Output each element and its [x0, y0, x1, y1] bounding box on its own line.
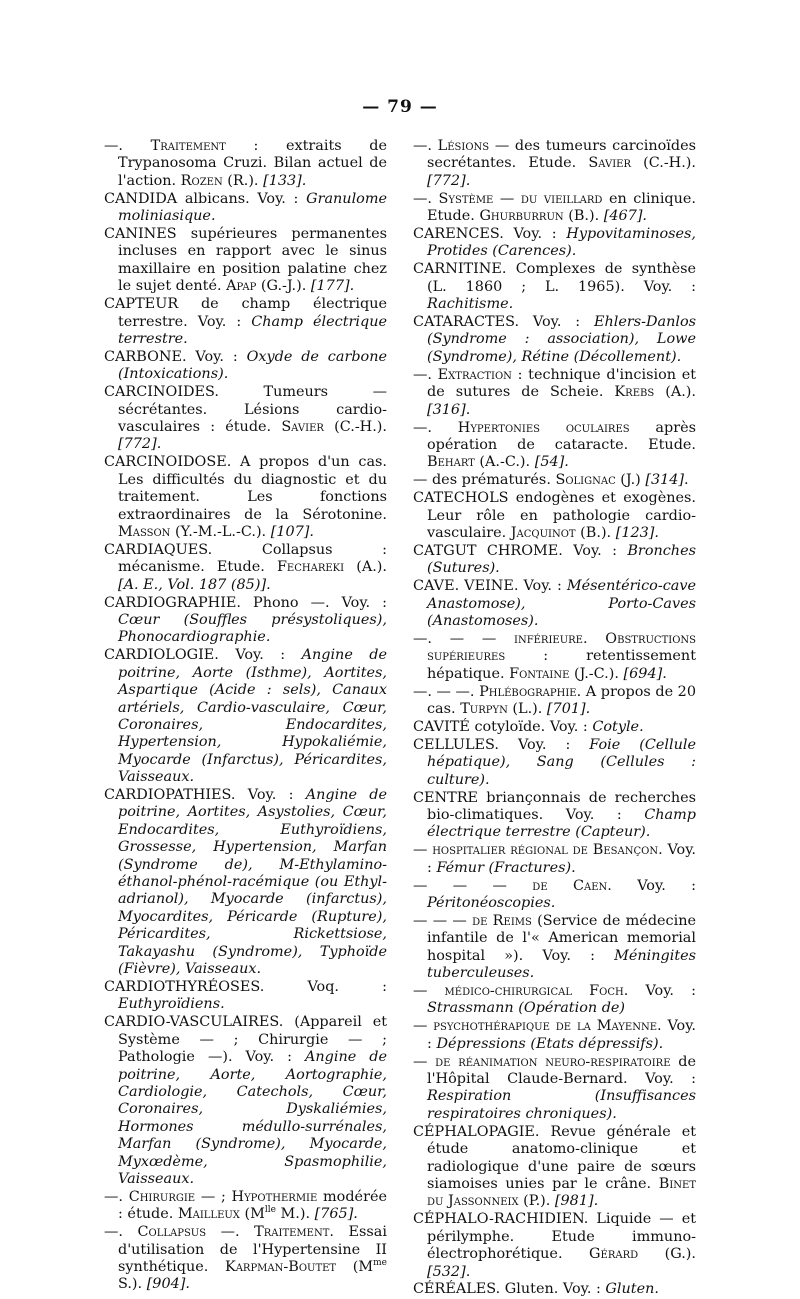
entry-heading: CARDIOTHYRÉOSES. [104, 979, 265, 995]
entry-author-initials: (C.-H.). [323, 419, 387, 435]
entry-heading: CARCINOIDOSE. [104, 454, 232, 471]
entry-text: Revue générale et étude anatomo-clinique et radiologique d'une paire de sœurs siamoises unies par le crâne. [427, 1123, 696, 1192]
entry-heading: CENTRE briançonnais de recherches bio-climatiques. [413, 789, 696, 823]
entry-text: Voy. : [235, 787, 306, 804]
entry-text: Voy. : [611, 877, 696, 894]
entry-heading: CAPTEUR de champ électrique terrestre. [104, 296, 387, 330]
entry-text: Lésions cardio-vasculaires : étude. [118, 401, 387, 435]
index-entry [413, 983, 696, 1018]
entry-author-initials: (P.). [518, 1193, 555, 1210]
entry-text: Voy. : [543, 806, 645, 823]
entry-author-initials: (M [239, 1206, 265, 1223]
entry-text: technique d'incision et de sutures de Scheie. [427, 366, 696, 401]
entry-heading: —. Système — du vieillard [413, 190, 603, 207]
entry-text: Etude immuno-électrophorétique. [427, 1228, 696, 1263]
entry-heading: —. Collapsus —. Traitement. [104, 1224, 334, 1241]
entry-heading: — — — de Reims [413, 912, 532, 929]
entry-author: Karpman-Boutet [224, 1259, 337, 1275]
entry-heading: CATARACTES. [413, 314, 520, 331]
index-entry [413, 191, 696, 226]
entry-heading: CATECHOLS endogènes et exogènes. [413, 490, 696, 507]
entry-reference: [123]. [615, 524, 659, 541]
index-entry [413, 719, 696, 736]
entry-crossref: Péritonéoscopies. [427, 894, 556, 911]
entry-author-initials: (C.-H.). [630, 155, 696, 172]
entry-text: retentissement hépatique. [427, 648, 696, 682]
entry-text: Voy. : [186, 348, 247, 365]
entry-author: Turpyn [460, 701, 508, 717]
index-entry [413, 543, 696, 578]
entry-author-initials: (J.-C.). [569, 665, 624, 682]
index-entry [104, 1224, 387, 1294]
entry-text: — des tumeurs carcinoïdes secrétantes. Etude. [427, 138, 696, 172]
entry-crossref: Rachitisme. [427, 296, 514, 313]
entry-heading: CARNITINE. Complexes de synthèse [413, 261, 696, 278]
entry-text: (Appareil et Système — ; Chirurgie — ; Pathologie —). Voy. : [118, 1014, 387, 1066]
index-entry [104, 647, 387, 786]
entry-author-initials: (Y.-M.-L.-C.). [170, 523, 271, 540]
entry-author-initials: S.). [118, 1276, 147, 1293]
entry-text: A propos d'un cas. Les difficultés du diagnostic et du traitement. Les fonctions extraordinaires de la Sérotonine. [118, 454, 387, 523]
entry-heading: CARDIOPATHIES. [104, 787, 236, 804]
entry-heading: CARCINOIDES. Tumeurs — sécrétantes. [104, 384, 387, 418]
entry-text: Voy. : [518, 578, 567, 595]
entry-heading: CELLULES. [413, 736, 499, 753]
entry-crossref: Ehlers-Danlos (Syndrome : association), Lowe (Syndrome), Rétine (Décollement). [427, 314, 696, 365]
entry-text: Voy. : [519, 314, 594, 331]
entry-author-initials: (B.). [563, 208, 604, 225]
index-entry [413, 261, 696, 313]
index-entry [413, 631, 696, 683]
entry-reference: [316]. [427, 401, 471, 418]
entry-crossref: Hypovitaminoses, Protides (Carences). [427, 226, 696, 260]
entry-text: Voy. : [498, 736, 590, 753]
index-entry [413, 1018, 696, 1053]
entry-crossref: Foie (Cellule hépatique), Sang (Cellules : culture). [427, 736, 696, 788]
entry-reference: [772]. [427, 172, 471, 189]
entry-heading: —. Chirurgie — ; Hypothermie [104, 1188, 318, 1205]
entry-text: des prématurés. [427, 472, 556, 489]
entry-crossref: Méningites tuberculeuses. [427, 947, 696, 982]
entry-author: Mailleux [177, 1206, 240, 1223]
index-entry [104, 1014, 387, 1188]
entry-reference: [701]. [546, 701, 591, 717]
entry-heading: — hospitalier régional de Besançon. [413, 842, 663, 859]
index-entry [104, 349, 387, 384]
index-entry [104, 191, 387, 226]
index-entry [413, 578, 696, 630]
entry-heading: CATGUT CHROME. [413, 542, 563, 559]
entry-author-initials: (B.). [575, 524, 616, 541]
entry-crossref: Oxyde de carbone (Intoxications). [118, 348, 387, 383]
entry-text: Voy. : [545, 718, 593, 735]
entry-author-initials: (G.-J.). [256, 278, 311, 295]
entry-crossref: Cœur (Souffles présystoliques), Phonocardiographie. [118, 611, 387, 646]
entry-crossref: Bronches (Sutures). [427, 542, 696, 577]
index-entry [413, 1281, 696, 1298]
entry-author: Solignac [555, 472, 616, 489]
entry-heading: CÉPHALO-RACHIDIEN. Liquide — et périlymphe. [413, 1211, 696, 1245]
entry-superscript: me [373, 1258, 387, 1269]
index-entry [104, 787, 387, 978]
entry-reference: [467]. [603, 208, 648, 225]
entry-author-initials: (J.) [615, 472, 646, 489]
entry-reference: [107]. [270, 523, 314, 540]
index-entry [413, 842, 696, 877]
entry-author: Binet du Jassonneix [427, 1175, 696, 1210]
entry-text: Voy. : [427, 842, 697, 876]
index-entry [413, 790, 696, 842]
index-column-right [413, 138, 696, 1299]
entry-reference: [314]. [645, 472, 689, 489]
entry-author: Ghurburrun [479, 208, 564, 225]
entry-author: Masson [118, 523, 171, 540]
entry-heading: CARDIAQUES. Collapsus : [104, 541, 387, 558]
entry-heading: CÉRÉALES. Gluten. [413, 1281, 559, 1298]
entry-heading: —. — —. Phlébographie. [413, 683, 582, 700]
entry-author-initials: M.). [275, 1206, 315, 1223]
entry-heading: CÉPHALOPAGIE. [413, 1123, 540, 1140]
entry-heading: — de réanimation neuro-respiratoire [413, 1053, 671, 1070]
entry-author-initials: (L.). [507, 701, 547, 717]
entry-heading: CARDIOLOGIE. [104, 647, 219, 664]
index-entry [104, 1189, 387, 1224]
entry-author: Behart [427, 454, 475, 471]
entry-heading: — médico-chirurgical Foch. [413, 983, 629, 999]
entry-heading: — [413, 472, 428, 489]
entry-text: Voy. : [218, 647, 302, 664]
entry-author: Savier [588, 155, 631, 172]
entry-text: après opération de cataracte. Etude. [427, 419, 696, 453]
entry-heading: — psychothérapique de la Mayenne. [413, 1018, 662, 1035]
entry-author: Gérard [589, 1246, 639, 1263]
index-entry [413, 913, 696, 983]
entry-crossref: Angine de poitrine, Aorte, Aortographie, Cardiologie, Catechols, Cœur, Coronaires, Dyskaliémies, Hormones médullo-surrénales, Marfan (Syndrome), Myocarde, Myxœdème, Spasmophilie, Vaisseaux. [118, 1049, 387, 1187]
entry-text: modérée : étude. [118, 1188, 387, 1223]
entry-heading: —. Traitement : [104, 138, 259, 154]
index-entry [413, 226, 696, 261]
entry-text: (L. 1860 ; L. 1965). Voy. : [427, 278, 696, 295]
index-entry [413, 367, 696, 419]
entry-crossref: Gluten. [605, 1281, 659, 1298]
index-entry [104, 542, 387, 594]
entry-text: Voy. : [562, 542, 628, 559]
entry-heading: —. — — inférieure. Obstructions supérieures : [413, 630, 696, 665]
entry-crossref: Fémur (Fractures). [436, 859, 576, 876]
entry-text: (Service de médecine infantile de l'« American memorial hospital »). Voy. : [427, 912, 696, 964]
entry-author-initials: (A.). [654, 384, 696, 401]
entry-reference: [981]. [554, 1193, 599, 1210]
entry-crossref: Dépressions (Etats dépressifs). [436, 1035, 664, 1052]
entry-text: Voy. : [187, 313, 252, 330]
entry-text: Voy. : [249, 190, 307, 207]
entry-reference: [694]. [623, 665, 667, 682]
index-entry [104, 454, 387, 541]
entry-reference: [532]. [427, 1263, 471, 1280]
entry-author: Rozen [180, 172, 223, 189]
entry-author: Apap [226, 278, 257, 295]
entry-crossref: Respiration (Insuffisances respiratoires chroniques). [427, 1088, 696, 1122]
entry-heading: CARDIOGRAPHIE. Phono —. [104, 594, 330, 611]
index-entry [413, 1211, 696, 1281]
index-entry [104, 226, 387, 296]
entry-crossref: Cotyle. [592, 718, 644, 735]
entry-author-initials: (M [336, 1259, 374, 1275]
entry-reference: [904]. [146, 1276, 190, 1293]
entry-author: Krebs [614, 384, 655, 401]
entry-text: mécanisme. Etude. [118, 559, 277, 576]
entry-text: en clinique. Etude. [427, 190, 697, 225]
entry-crossref: Granulome moliniasique. [118, 190, 387, 225]
entry-text: Voy. : [329, 594, 387, 611]
entry-text: de l'Hôpital Claude-Bernard. Voy. : [427, 1053, 696, 1088]
entry-text: en rapport avec le sinus maxillaire en position palatine chez le sujet denté. [118, 243, 387, 295]
entry-text: extraits de Trypanosoma Cruzi. Bilan actuel de l'action. [118, 138, 387, 189]
entry-heading: CANINES supérieures permanentes incluses [104, 226, 387, 260]
entry-text: Voy. : [558, 1281, 606, 1298]
entry-text: Voq. : [264, 979, 387, 995]
entry-author-initials: (A.). [344, 559, 387, 576]
entry-heading: —. Hypertonies oculaires [413, 419, 630, 436]
entry-author: Savier [281, 419, 324, 435]
index-entry [413, 737, 696, 789]
index-entry [104, 979, 387, 1014]
entry-text: A propos de 20 cas. [427, 683, 696, 717]
entry-heading: CAVE. VEINE. [413, 578, 519, 595]
entry-author-initials: (G.). [638, 1246, 696, 1263]
index-entry [104, 384, 387, 454]
entry-text: Voy. : [503, 226, 567, 243]
entry-heading: CARENCES. [413, 226, 504, 243]
entry-heading: CAVITÉ cotyloïde. [413, 718, 546, 735]
entry-reference: [772]. [118, 436, 162, 453]
entry-reference: [133]. [263, 172, 307, 189]
index-entry [413, 684, 696, 719]
entry-crossref: Champ électrique terrestre (Capteur). [427, 806, 696, 841]
entry-crossref: Strassmann (Opération de) [427, 1000, 626, 1017]
entry-text: Leur rôle en pathologie cardio-vasculaire. [427, 507, 696, 541]
entry-crossref: Champ électrique terrestre. [118, 313, 387, 347]
entry-heading: CARBONE. [104, 348, 187, 365]
index-entry [413, 138, 696, 190]
entry-crossref: Angine de poitrine, Aortites, Asystolies, Cœur, Endocardites, Euthyroïdiens, Grossesse, Hypertension, Marfan (Syndrome de), M-Ethylamino-éthanol-phénol-racémique (ou Ethyl-adrianol), Myocarde (infarctus), Myocardites, Péricarde (Rupture), Péricardites, Rickettsiose, Takayashu (Syndrome), Typhoïde (Fièvre), Vaisseaux. [118, 787, 387, 978]
index-entry [104, 296, 387, 348]
entry-author: Fontaine [509, 665, 570, 682]
index-entry [413, 490, 696, 542]
entry-superscript: lle [264, 1205, 276, 1216]
entry-reference: [A. E., Vol. 187 (85)]. [118, 576, 271, 593]
page-number: — 79 — [362, 97, 438, 117]
entry-heading: —. Extraction : [413, 366, 523, 383]
index-entry [104, 595, 387, 647]
entry-author: Jacquinot [510, 524, 576, 541]
entry-crossref: Angine de poitrine, Aorte (Isthme), Aortites, Aspartique (Acide : sels), Canaux artériels, Cardio-vasculaire, Cœur, Coronaires, Endocardites, Hypertension, Hypokaliémie, Myocarde (Infarctus), Péricardites, Vaisseaux. [118, 647, 388, 786]
entry-author: Fechareki [276, 559, 345, 576]
entry-reference: [177]. [310, 278, 355, 295]
entry-crossref: Mésentérico-cave Anastomose), Porto-Caves (Anastomoses). [427, 578, 696, 629]
index-entry [104, 138, 387, 190]
entry-text: Voy. : [427, 1018, 696, 1052]
entry-author-initials: (R.). [222, 172, 264, 189]
index-entry [413, 1124, 696, 1211]
entry-crossref: Euthyroïdiens. [118, 996, 225, 1013]
index-entry [413, 1054, 696, 1124]
entry-text: Essai d'utilisation de l'Hypertensine II synthétique. [118, 1224, 387, 1275]
entry-reference: [54]. [534, 454, 569, 471]
entry-heading: CARDIO-VASCULAIRES. [104, 1014, 284, 1031]
index-entry [413, 420, 696, 472]
entry-text: Voy. : [628, 983, 696, 999]
entry-author-initials: (A.-C.). [474, 454, 535, 471]
entry-reference: [765]. [314, 1206, 358, 1223]
index-entry [413, 472, 696, 489]
entry-heading: CANDIDA albicans. [104, 190, 250, 207]
entry-heading: —. Lésions [413, 138, 490, 154]
entry-heading: — — — de Caen. [413, 877, 612, 894]
index-entry [413, 878, 696, 913]
index-entry [413, 314, 696, 366]
index-column-left [104, 138, 387, 1294]
